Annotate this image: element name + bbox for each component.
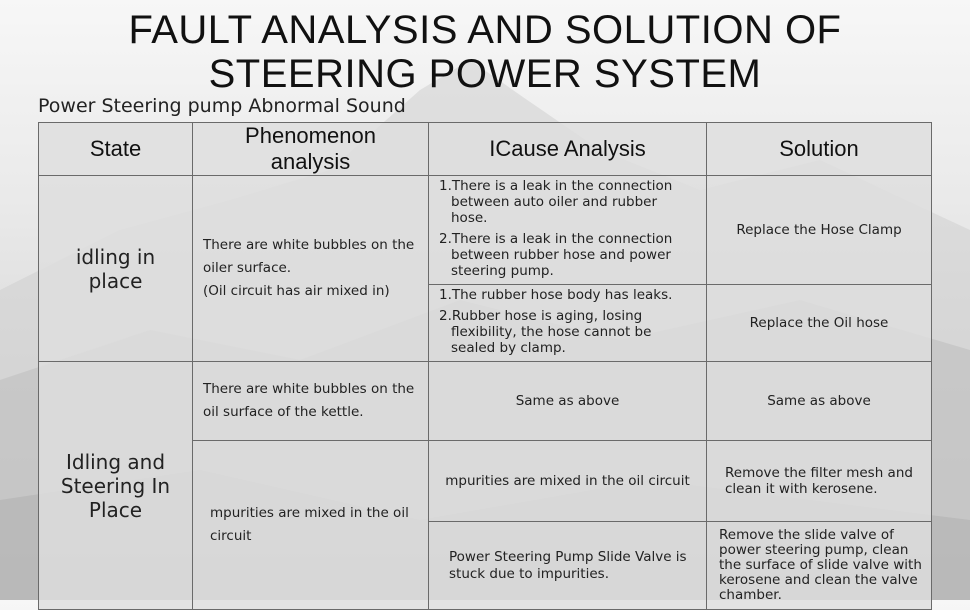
cause-cell: Power Steering Pump Slide Valve is stuck due to impurities. xyxy=(429,522,707,610)
header-state: State xyxy=(39,123,193,176)
cause-item: 2.There is a leak in the connection between rubber hose and power steering pump. xyxy=(439,231,673,279)
solution-cell: Replace the Oil hose xyxy=(707,285,932,362)
cause-cell xyxy=(429,285,707,362)
fault-analysis-table xyxy=(38,122,932,610)
cause-item: 1.There is a leak in the connection between auto oiler and rubber hose. xyxy=(439,178,673,226)
solution-cell: Replace the Hose Clamp xyxy=(707,176,932,285)
solution-cell: Remove the filter mesh and clean it with kerosene. xyxy=(707,441,932,522)
table-header-row xyxy=(39,123,932,176)
table-row xyxy=(39,176,932,285)
cause-item: 2.Rubber hose is aging, losing flexibility, the hose cannot be sealed by clamp. xyxy=(439,308,652,356)
solution-cell: Same as above xyxy=(707,362,932,441)
section-subtitle: Power Steering pump Abnormal Sound xyxy=(38,95,406,117)
page-title xyxy=(0,8,970,96)
cause-cell: mpurities are mixed in the oil circuit xyxy=(429,441,707,522)
header-solution: Solution xyxy=(707,123,932,176)
state-cell: Idling and Steering In Place xyxy=(39,362,193,610)
cause-cell xyxy=(429,176,707,285)
phenomenon-note: (Oil circuit has air mixed in) xyxy=(203,283,390,299)
header-cause: ICause Analysis xyxy=(429,123,707,176)
phenomenon-cell xyxy=(193,176,429,362)
state-cell: idling in place xyxy=(39,176,193,362)
table-row xyxy=(39,362,932,441)
phenomenon-cell: mpurities are mixed in the oil circuit xyxy=(193,441,429,610)
cause-item: 1.The rubber hose body has leaks. xyxy=(439,287,673,303)
cause-cell: Same as above xyxy=(429,362,707,441)
phenomenon-text: There are white bubbles on the oiler surface. xyxy=(203,237,415,276)
phenomenon-cell: There are white bubbles on the oil surface of the kettle. xyxy=(193,362,429,441)
title-line-2: STEERING POWER SYSTEM xyxy=(208,52,762,96)
solution-cell: Remove the slide valve of power steering pump, clean the surface of slide valve with kerosene and clean the valve chamber. xyxy=(707,522,932,610)
header-phenomenon: Phenomenon analysis xyxy=(193,123,429,176)
title-line-1: FAULT ANALYSIS AND SOLUTION OF xyxy=(128,8,842,52)
